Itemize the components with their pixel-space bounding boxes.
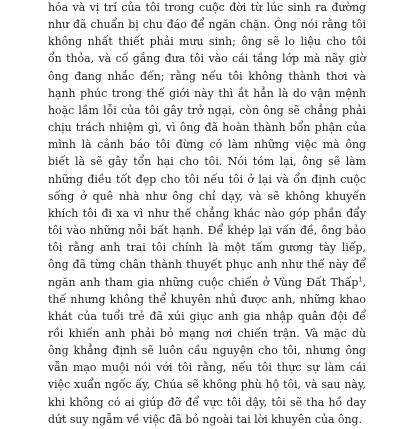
text-line: thế nhưng không thể khuyên nhủ được anh, những khao — [48, 292, 366, 306]
text-line: ông đã từng chân thành thuyết phục anh như thế này để — [48, 258, 366, 272]
footnote-line-text: ngăn anh tham gia những cuộc chiến ở Vùng Đất Thấp — [48, 275, 359, 289]
text-line: tôi vào những nỗi bất hạnh. Để khép lại vấn đề, ông bảo — [48, 224, 366, 238]
text-line: khát của tuổi trẻ đã xúi giục anh gia nhập quân đội để — [48, 309, 366, 323]
text-line: hạnh phúc trong thế giới này thì ắt hẳn là do vận mệnh — [48, 86, 366, 100]
text-line: như đã chuẩn bị chu đáo để ngăn chặn. Ông nói rằng tôi — [48, 18, 366, 32]
text-line: hoặc lầm lỗi của tôi gây trở ngại, còn ông sẽ chẳng phải — [48, 103, 366, 117]
text-line: ông khẳng định sẽ luôn cầu nguyện cho tôi, nhưng ông — [48, 344, 366, 358]
text-line: ông đang nhắc đến; rằng nếu tôi không thành thơi và — [48, 69, 366, 83]
text-line: hóa và vị trí của tôi trong cuộc đời từ lúc sinh ra đường — [48, 1, 366, 14]
text-line: mình là cảnh báo tôi đừng có làm những việc mà ông — [48, 138, 366, 152]
text-line: khích tôi đi xa vì như thế chẳng khác nào góp phần đẩy — [48, 206, 366, 220]
text-line: ổn thỏa, và cố gắng đưa tôi vào cái tầng lớp mà nãy giờ — [48, 52, 366, 66]
text-line: dứt suy ngẫm về việc đã bỏ ngoài tai lời khuyên của ông. — [48, 412, 362, 426]
text-line: tôi rằng anh trai tôi chính là một tấm gương tày liếp, — [48, 241, 366, 255]
book-page — [48, 0, 366, 426]
text-line: vẫn mạo muội nói với tôi rằng, nếu tôi thực sự làm cái — [48, 361, 366, 375]
text-line: biết là sẽ gây tổn hại cho tôi. Nói tóm lại, ông sẽ làm — [48, 155, 366, 169]
footnote-mark[interactable]: 1 — [358, 274, 363, 283]
text-line: không nhất thiết phải mưu sinh; ông sẽ lo liệu cho tôi — [48, 35, 366, 49]
text-line: chịu trách nhiệm gì, vì ông đã hoàn thành bổn phận của — [48, 121, 366, 135]
text-line-footnote — [48, 274, 366, 292]
text-line: rồi khiến anh phải bỏ mạng nơi chiến trận. Và mặc dù — [48, 326, 366, 340]
body-paragraph — [48, 0, 366, 429]
footnote-suffix: , — [362, 275, 366, 289]
text-line: những điều tốt đẹp cho tôi nếu tôi ở lại và ổn định cuộc — [48, 172, 366, 186]
text-line: khi không có ai giúp đỡ để vực tôi dậy, tôi sẽ tha hồ day — [48, 395, 366, 409]
text-line: sống ở quê nhà như ông chỉ dạy, và sẽ không khuyến — [48, 189, 366, 203]
text-line: việc xuẩn ngốc ấy, Chúa sẽ không phù hộ tôi, và sau này, — [48, 378, 366, 392]
